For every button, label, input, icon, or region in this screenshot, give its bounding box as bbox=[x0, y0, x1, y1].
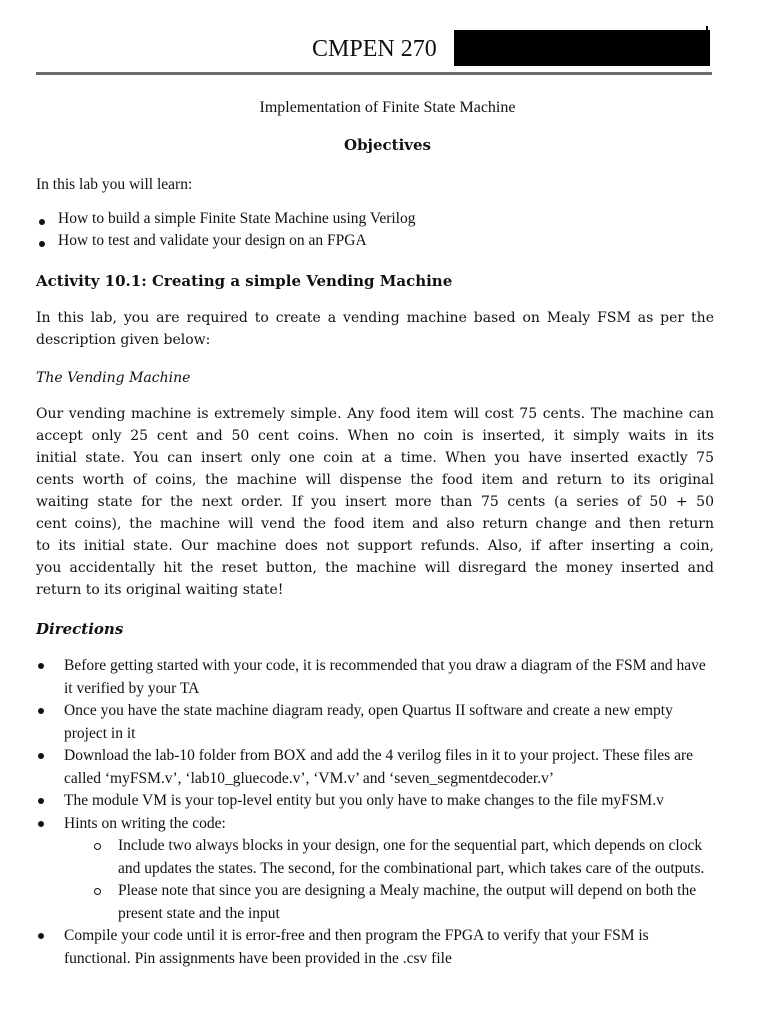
text-line: waiting state for the next order. If you insert more than 75 cents (a series of 50 + 50 bbox=[36, 494, 714, 510]
text-line: to its initial state. Our machine does not support refunds. Also, if after inserting a coin, bbox=[36, 538, 714, 554]
list-item bbox=[64, 700, 714, 745]
bullet-icon bbox=[39, 241, 45, 247]
text-line: cents worth of coins, the machine will dispense the food item and return to its original bbox=[36, 472, 714, 488]
redaction-block bbox=[454, 30, 710, 66]
text-line: return to its original waiting state! bbox=[36, 582, 284, 598]
directions-heading: Directions bbox=[36, 620, 124, 638]
objective-item: How to test and validate your design on an FPGA bbox=[58, 232, 367, 249]
text-line: In this lab, you are required to create a vending machine based on Mealy FSM as per the bbox=[36, 310, 714, 326]
text-line: accept only 25 cent and 50 cent coins. When no coin is inserted, it simply waits in its bbox=[36, 428, 714, 444]
activity-heading: Activity 10.1: Creating a simple Vending Machine bbox=[36, 272, 453, 290]
list-item-text: The module VM is your top-level entity but you only have to make changes to the file myFSM.v bbox=[64, 792, 664, 809]
list-item bbox=[64, 745, 714, 790]
directions-list bbox=[64, 655, 714, 970]
objectives-intro: In this lab you will learn: bbox=[36, 176, 193, 193]
text-line: you accidentally hit the reset button, the machine will disregard the money inserted and bbox=[36, 560, 714, 576]
objective-item: How to build a simple Finite State Machine using Verilog bbox=[58, 210, 416, 227]
list-item-text: Once you have the state machine diagram ready, open Quartus II software and create a new empty project in it bbox=[64, 702, 673, 742]
list-item-text: Download the lab-10 folder from BOX and add the 4 verilog files in it to your project. These files are called ‘myFSM.v’, ‘lab10_gluecode.v’, ‘VM.v’ and ‘seven_segmentdecoder.v’ bbox=[64, 747, 694, 787]
circle-bullet-icon bbox=[94, 843, 101, 850]
bullet-icon bbox=[38, 798, 44, 804]
vending-machine-heading: The Vending Machine bbox=[36, 370, 191, 386]
list-item-text: Compile your code until it is error-free and then program the FPGA to verify that your FSM is functional. Pin assignments have been provided in the .csv file bbox=[64, 927, 649, 967]
bullet-icon bbox=[38, 708, 44, 714]
list-item-text: Include two always blocks in your design, one for the sequential part, which depends on clock and updates the states. The second, for the combinational part, which takes care of the outputs. bbox=[118, 837, 705, 877]
objectives-heading: Objectives bbox=[344, 136, 431, 154]
list-item bbox=[64, 813, 714, 836]
list-item-text: Before getting started with your code, it is recommended that you draw a diagram of the FSM and have it verified by your TA bbox=[64, 657, 706, 697]
document-title: Implementation of Finite State Machine bbox=[259, 99, 516, 116]
vending-machine-description bbox=[36, 403, 714, 601]
circle-bullet-icon bbox=[94, 888, 101, 895]
bullet-icon bbox=[39, 219, 45, 225]
text-line: initial state. You can insert only one coin at a time. When you have inserted exactly 75 bbox=[36, 450, 714, 466]
list-item-text: Please note that since you are designing a Mealy machine, the output will depend on both the present state and the input bbox=[118, 882, 697, 922]
course-title: CMPEN 270 bbox=[312, 36, 437, 62]
activity-intro bbox=[36, 307, 714, 351]
bullet-icon bbox=[38, 821, 44, 827]
list-item bbox=[64, 655, 714, 700]
text-line: description given below: bbox=[36, 332, 211, 348]
bullet-icon bbox=[38, 753, 44, 759]
text-line: cent coins), the machine will vend the food item and also return change and then return bbox=[36, 516, 714, 532]
list-item bbox=[64, 925, 714, 970]
header-divider bbox=[36, 72, 712, 75]
bullet-icon bbox=[38, 663, 44, 669]
list-item-text: Hints on writing the code: bbox=[64, 814, 226, 832]
sub-list-item bbox=[118, 835, 714, 880]
sub-list-item bbox=[118, 880, 714, 925]
text-line: Our vending machine is extremely simple. Any food item will cost 75 cents. The machine can bbox=[36, 406, 714, 422]
bullet-icon bbox=[38, 933, 44, 939]
list-item bbox=[64, 790, 714, 813]
